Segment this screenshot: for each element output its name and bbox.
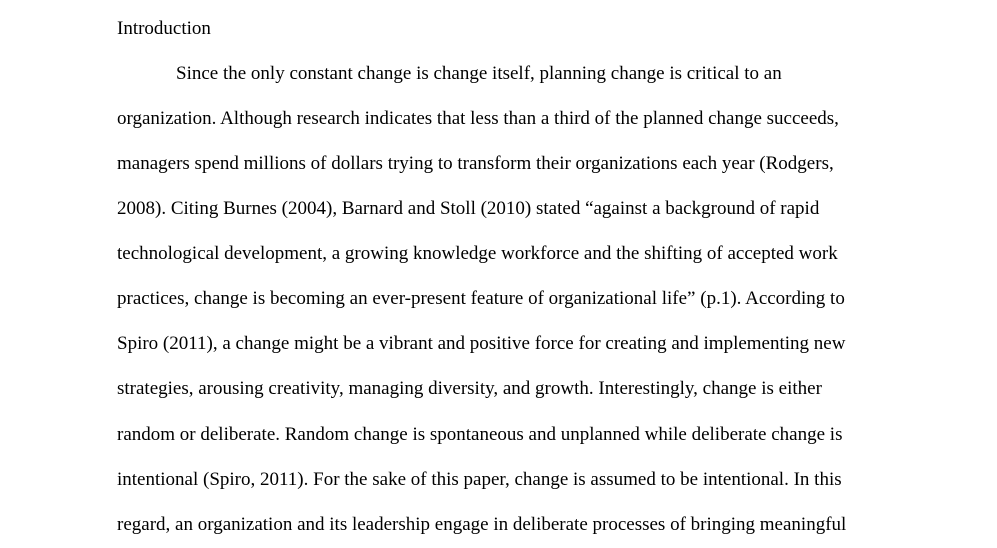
paragraph-line: Since the only constant change is change itself, planning change is critical to an [176, 63, 782, 84]
paragraph-line: intentional (Spiro, 2011). For the sake of this paper, change is assumed to be intentional. In this [117, 469, 842, 490]
paragraph-line: random or deliberate. Random change is spontaneous and unplanned while deliberate change is [117, 424, 843, 445]
paragraph-line: practices, change is becoming an ever-present feature of organizational life” (p.1). According to [117, 288, 845, 309]
section-heading: Introduction [117, 18, 211, 39]
paragraph-line: Spiro (2011), a change might be a vibrant and positive force for creating and implementing new [117, 333, 846, 354]
paragraph-line: managers spend millions of dollars trying to transform their organizations each year (Rodgers, [117, 153, 834, 174]
paragraph-line: strategies, arousing creativity, managing diversity, and growth. Interestingly, change is either [117, 378, 822, 399]
paragraph-line: regard, an organization and its leadership engage in deliberate processes of bringing meaningful [117, 514, 847, 535]
paragraph-line: organization. Although research indicates that less than a third of the planned change succeeds, [117, 108, 839, 129]
paragraph-line: 2008). Citing Burnes (2004), Barnard and Stoll (2010) stated “against a background of rapid [117, 198, 820, 219]
paragraph-line: technological development, a growing knowledge workforce and the shifting of accepted work [117, 243, 838, 264]
